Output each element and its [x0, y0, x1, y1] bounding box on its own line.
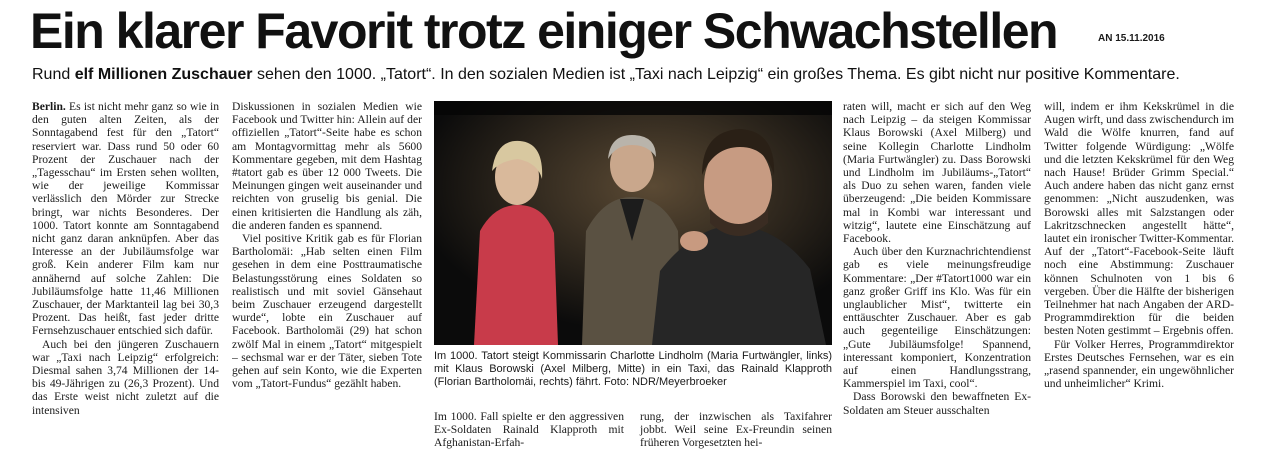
article-photo	[434, 101, 832, 345]
column-3-paragraph-2: Auch über den Kurznachrichtendienst gab es viele meinungsfreudige Kommentare: „Der #Tatort1000 war ein ganz großer Griff ins Klo. Was für ein unglaublicher Mist“, twitterte ein enttäuschter Zuschauer. Aber es gab auch gegenteilige Einschätzungen: „Gute Jubiläumsfolge! Spannend, interessant komponiert, Konzentration auf einen Handlungsstrang, Kammerspiel im Taxi, cool“.	[843, 245, 1031, 391]
column-4-paragraph-2: Für Volker Herres, Programmdirektor Erstes Deutsches Fernsehen, war es ein „rasend spannender, ein ungewöhnlicher und unheimlicher“ Krimi.	[1044, 337, 1234, 391]
column-1-paragraph-1-text: Es ist nicht mehr ganz so wie in den guten alten Zeiten, als der Sonntagabend fest für den „Tatort“ reserviert war. Dass rund 50 oder 60 Prozent der Zuschauer nach der „Tagesschau“ im Ersten sehen wollten, wie der jeweilige Kommissar verlässlich den Mörder zur Strecke bringt, war nichts Besonderes. Der 1000. Tatort konnte am Sonntagabend nicht ganz daran anknüpfen. Aber das Interesse an der Jubiläumsfolge war groß. Kein anderer Film kam nur annähernd auf solche Zahlen: Die Jubiläumsfolge hatte 11,46 Millionen Zuschauer, der Marktanteil lag bei 30,3 Prozent. Das heißt, fast jeder dritte Fernsehzuschauer entschied sich dafür.	[32, 100, 219, 338]
article-subline	[32, 66, 1180, 84]
column-2-paragraph-2: Viel positive Kritik gab es für Florian Bartholomäi: „Hab selten einen Film gesehen in dem eine Posttraumatische Belastungsstörung eines Soldaten so realistisch und mit soviel Gänsehaut beim Zuschauer erzeugend dargestellt wurde“, lobte ein Zuschauer auf Facebook. Bartholomäi (29) hat schon zwölf Mal in einem „Tatort“ mitgespielt – sechsmal war er der Täter, sieben Tote gehen auf sein Konto, wie die Experten vom „Tatort-Fundus“ gezählt haben.	[232, 232, 422, 391]
subline-bold: elf Millionen Zuschauer	[74, 66, 253, 83]
bottom-column-right: rung, der inzwischen als Taxifahrer jobbt. Weil seine Ex-Freundin seinen früheren Vorgesetzten hei-	[640, 410, 832, 450]
column-4-paragraph-1: will, indem er ihm Kekskrümel in die Augen wirft, und dass zwischendurch im Wald die Wölfe knurren, fand auf Twitter folgende Würdigung: „Wölfe und die letzten Kekskrümel für den Weg nach Hause! Brüder Grimm Special.“ Auch andere haben das nicht ganz ernst genommen: „Nicht auszudenken, was Borowski alles mit Salzstangen oder Lakritzschnecken angestellt hätte“, lautet ein ironischer Twitter-Kommentar. Auf der „Tatort“-Facebook-Seite läuft noch eine Abstimmung: Zuschauer können Schulnoten von 1 bis 6 vergeben. Über die Hälfte der bisherigen Teilnehmer hat nach Angaben der ARD-Programmdirektion für die beiden besten Noten gestimmt – Ergebnis offen.	[1044, 100, 1234, 338]
bottom-column-left: Im 1000. Fall spielte er den aggressiven Ex-Soldaten Rainald Klapproth mit Afghanistan-Erfah-	[434, 410, 624, 450]
column-2-paragraph-1: Diskussionen in sozialen Medien wie Facebook und Twitter hin: Allein auf der offiziellen „Tatort“-Seite habe es schon am Montagvormittag mehr als 5600 Kommentare gegeben, mit dem Hashtag #tatort gab es über 12 000 Tweets. Die Meinungen gingen weit auseinander und reichten von gruselig bis genial. Die einen kritisierten die Handlung als zäh, die anderen fanden es spannend.	[232, 100, 422, 232]
column-1-paragraph-2: Auch bei den jüngeren Zuschauern war „Taxi nach Leipzig“ erfolgreich: Diesmal sahen 3,74 Millionen der 14- bis 49-Jährigen zu (26,3 Prozent). Und das Erste weist nicht zuletzt auf die intensiven	[32, 337, 219, 417]
subline-pre: Rund	[32, 66, 75, 83]
photo-caption: Im 1000. Tatort steigt Kommissarin Charlotte Lindholm (Maria Furtwängler, links) mit Klaus Borowski (Axel Milberg, Mitte) in ein Taxi, das Rainald Klapproth (Florian Bartholomäi, rechts) fährt. Foto: NDR/Meyerbroeker	[434, 350, 832, 388]
column-1-paragraph-1	[32, 100, 219, 338]
article-column-1	[32, 100, 219, 445]
subline-post: sehen den 1000. „Tatort“. In den sozialen Medien ist „Taxi nach Leipzig“ ein großes Thema. Es gibt nicht nur positive Kommentare.	[252, 66, 1180, 83]
article-column-4	[1044, 100, 1234, 445]
article-headline: Ein klarer Favorit trotz einiger Schwachstellen	[30, 3, 1058, 59]
photo-illustration	[434, 101, 832, 345]
column-3-paragraph-3: Dass Borowski den bewaffneten Ex-Soldaten am Steuer ausschalten	[843, 390, 1031, 417]
article-column-2	[232, 100, 422, 445]
column-3-paragraph-1: raten will, macht er sich auf den Weg nach Leipzig – da steigen Kommissar Klaus Borowski (Axel Milberg) und seine Kollegin Charlotte Lindholm (Maria Furtwängler) zu. Dass Borowski und Lindholm im Jubiläums-„Tatort“ als Duo zu sehen waren, fanden viele überzeugend: „Die beiden Kommissare mal in Kombi war interessant und witzig“, lautete eine Einschätzung auf Facebook.	[843, 100, 1031, 246]
publication-date: AN 15.11.2016	[1098, 33, 1165, 44]
dateline: Berlin.	[32, 100, 66, 113]
article-column-3	[843, 100, 1031, 445]
car-roof	[434, 101, 832, 115]
